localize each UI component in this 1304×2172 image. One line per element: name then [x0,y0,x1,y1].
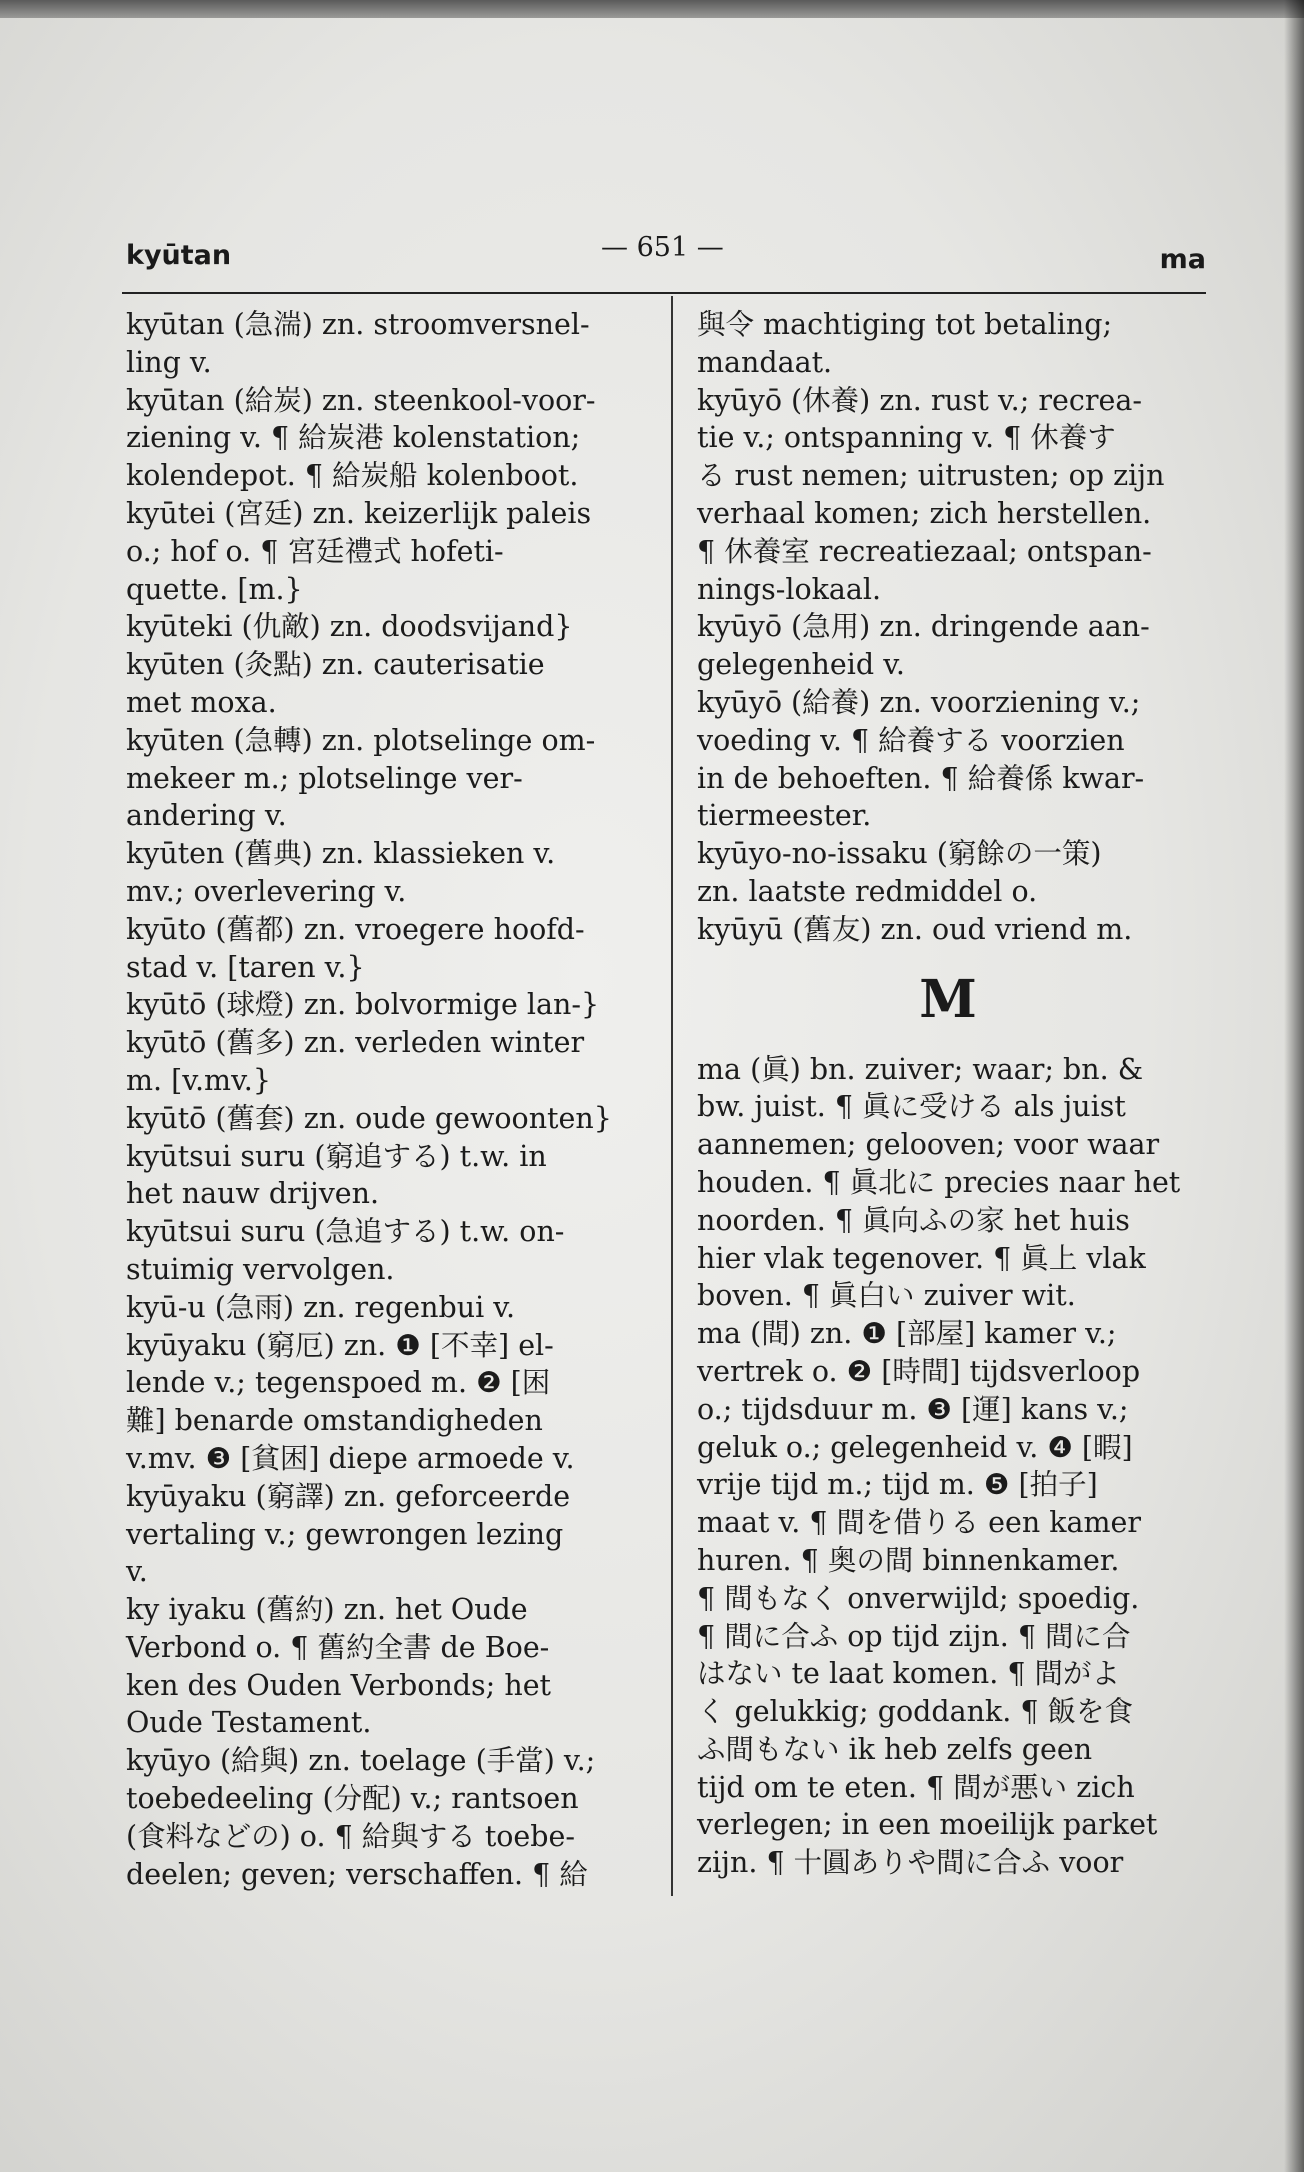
dictionary-line: zijn. ¶ 十圓ありや間に合ふ voor [697,1846,1124,1880]
dictionary-line: mandaat. [697,345,833,379]
dictionary-line: m. [v.mv.} [126,1063,271,1097]
dictionary-line: houden. ¶ 眞北に precies naar het [697,1165,1181,1199]
page-edge-shadow [0,0,1304,18]
dictionary-line: はない te laat komen. ¶ 間がよ [697,1657,1121,1691]
dictionary-line: deelen; geven; verschaffen. ¶ 給 [126,1857,588,1891]
dictionary-line: ziening v. ¶ 給炭港 kolenstation; [126,421,581,455]
dictionary-line: huren. ¶ 奥の間 binnenkamer. [697,1543,1120,1577]
dictionary-line: tiermeester. [697,799,872,833]
dictionary-line: kyūten (舊典) zn. klassieken v. [126,837,556,871]
dictionary-line: ¶ 休養室 recreatiezaal; ontspan- [697,534,1152,568]
dictionary-line: kyūtsui suru (急追する) t.w. on- [126,1215,565,1249]
right-column [697,306,1219,1882]
dictionary-line: kyūto (舊都) zn. vroegere hoofd- [126,912,585,946]
dictionary-line: ma (間) zn. ❶ [部屋] kamer v.; [697,1317,1117,1351]
dictionary-line: kyūyaku (窮譯) zn. geforceerde [126,1479,571,1513]
right-column-entries-m [697,1051,1219,1883]
dictionary-line: kyūtan (給炭) zn. steenkool-voor- [126,383,596,417]
dictionary-line: vertrek o. ❷ [時間] tijdsverloop [697,1354,1141,1388]
header-right-guide-word: ma [1159,244,1206,275]
dictionary-line: kyūtō (球燈) zn. bolvormige lan-} [126,988,600,1022]
running-header [126,232,1206,278]
dictionary-line: tijd om te eten. ¶ 間が悪い zich [697,1770,1135,1804]
dictionary-line: aannemen; gelooven; voor waar [697,1128,1160,1162]
dictionary-line: ¶ 間もなく onverwijld; spoedig. [697,1581,1140,1615]
dictionary-line: る rust nemen; uitrusten; op zijn [697,459,1165,493]
dictionary-line: verhaal komen; zich herstellen. [697,496,1152,530]
dictionary-line: Oude Testament. [126,1706,372,1740]
dictionary-line: o.; tijdsduur m. ❸ [運] kans v.; [697,1392,1129,1426]
dictionary-line: nings-lokaal. [697,572,882,606]
dictionary-line: kyūyō (給養) zn. voorziening v.; [697,685,1141,719]
dictionary-line: 難] benarde omstandigheden [126,1404,543,1438]
dictionary-line: vrije tijd m.; tijd m. ❺ [拍子] [697,1468,1098,1502]
dictionary-line: v. [126,1555,148,1589]
dictionary-line: noorden. ¶ 眞向ふの家 het huis [697,1203,1130,1237]
dictionary-line: ken des Ouden Verbonds; het [126,1668,552,1702]
dictionary-line: (食料などの) o. ¶ 給與する toebe- [126,1819,576,1853]
dictionary-line: geluk o.; gelegenheid v. ❹ [暇] [697,1430,1133,1464]
dictionary-line: vertaling v.; gewrongen lezing [126,1517,564,1551]
dictionary-line: Verbond o. ¶ 舊約全書 de Boe- [126,1630,550,1664]
dictionary-line: hier vlak tegenover. ¶ 眞上 vlak [697,1241,1146,1275]
dictionary-line: kyūyō (急用) zn. dringende aan- [697,610,1150,644]
left-column [126,306,651,1893]
dictionary-line: voeding v. ¶ 給養する voorzien [697,723,1125,757]
dictionary-line: ふ間もない ik heb zelfs geen [697,1732,1093,1766]
dictionary-line: kyūtō (舊多) zn. verleden winter [126,1026,585,1060]
dictionary-line: maat v. ¶ 間を借りる een kamer [697,1506,1142,1540]
dictionary-line: zn. laatste redmiddel o. [697,874,1038,908]
dictionary-line: kyūtsui suru (窮追する) t.w. in [126,1139,547,1173]
column-divider [671,296,673,1896]
dictionary-line: verlegen; in een moeilijk parket [697,1808,1158,1842]
dictionary-line: 與令 machtiging tot betaling; [697,308,1113,341]
dictionary-line: kyūtō (舊套) zn. oude gewoonten} [126,1101,612,1135]
dictionary-line: kyūten (灸點) zn. cauterisatie [126,648,545,682]
section-letter: M [919,968,977,1030]
dictionary-line: kyūyo (給與) zn. toelage (手當) v.; [126,1744,596,1778]
dictionary-line: ling v. [126,345,212,379]
dictionary-line: stuimig vervolgen. [126,1252,395,1286]
dictionary-line: mv.; overlevering v. [126,874,407,908]
dictionary-line: tie v.; ontspanning v. ¶ 休養す [697,421,1116,455]
header-left-guide-word: kyūtan [126,240,232,271]
dictionary-line: kolendepot. ¶ 給炭船 kolenboot. [126,459,579,493]
dictionary-line: kyūyaku (窮厄) zn. ❶ [不幸] el- [126,1328,554,1362]
dictionary-line: kyūyō (休養) zn. rust v.; recrea- [697,383,1142,417]
dictionary-line: ¶ 間に合ふ op tijd zijn. ¶ 間に合 [697,1619,1131,1653]
dictionary-line: toebedeeling (分配) v.; rantsoen [126,1782,579,1816]
dictionary-line: lende v.; tegenspoed m. ❷ [困 [126,1366,551,1400]
dictionary-line: met moxa. [126,685,277,719]
dictionary-line: v.mv. ❸ [貧困] diepe armoede v. [126,1441,575,1475]
dictionary-line: o.; hof o. ¶ 宮廷禮式 hofeti- [126,534,504,568]
dictionary-line: kyūten (急轉) zn. plotselinge om- [126,723,596,757]
dictionary-line: andering v. [126,799,287,833]
right-column-entries-k [697,306,1219,949]
dictionary-line: く gelukkig; goddank. ¶ 飯を食 [697,1695,1134,1729]
dictionary-line: quette. [m.} [126,572,303,606]
dictionary-line: ma (眞) bn. zuiver; waar; bn. & [697,1052,1144,1086]
dictionary-line: kyū-u (急雨) zn. regenbui v. [126,1290,516,1324]
dictionary-line: ky iyaku (舊約) zn. het Oude [126,1593,528,1627]
dictionary-line: kyūyū (舊友) zn. oud vriend m. [697,912,1133,946]
page-number: — 651 — [601,232,724,263]
dictionary-line: in de behoeften. ¶ 給養係 kwar- [697,761,1145,795]
dictionary-line: het nauw drijven. [126,1177,380,1211]
dictionary-line: kyūtan (急湍) zn. stroomversnel- [126,308,590,341]
dictionary-line: kyūteki (仇敵) zn. doodsvijand} [126,610,573,644]
header-rule [122,292,1206,294]
dictionary-line: stad v. [taren v.} [126,950,365,984]
dictionary-line: kyūtei (宮廷) zn. keizerlijk paleis [126,496,592,530]
dictionary-line: kyūyo-no-issaku (窮餘の一策) [697,837,1102,871]
dictionary-line: gelegenheid v. [697,648,905,682]
dictionary-line: bw. juist. ¶ 眞に受ける als juist [697,1090,1126,1124]
page-binding-shadow [1284,0,1304,2172]
dictionary-line: boven. ¶ 眞白い zuiver wit. [697,1279,1076,1313]
dictionary-line: mekeer m.; plotselinge ver- [126,761,523,795]
